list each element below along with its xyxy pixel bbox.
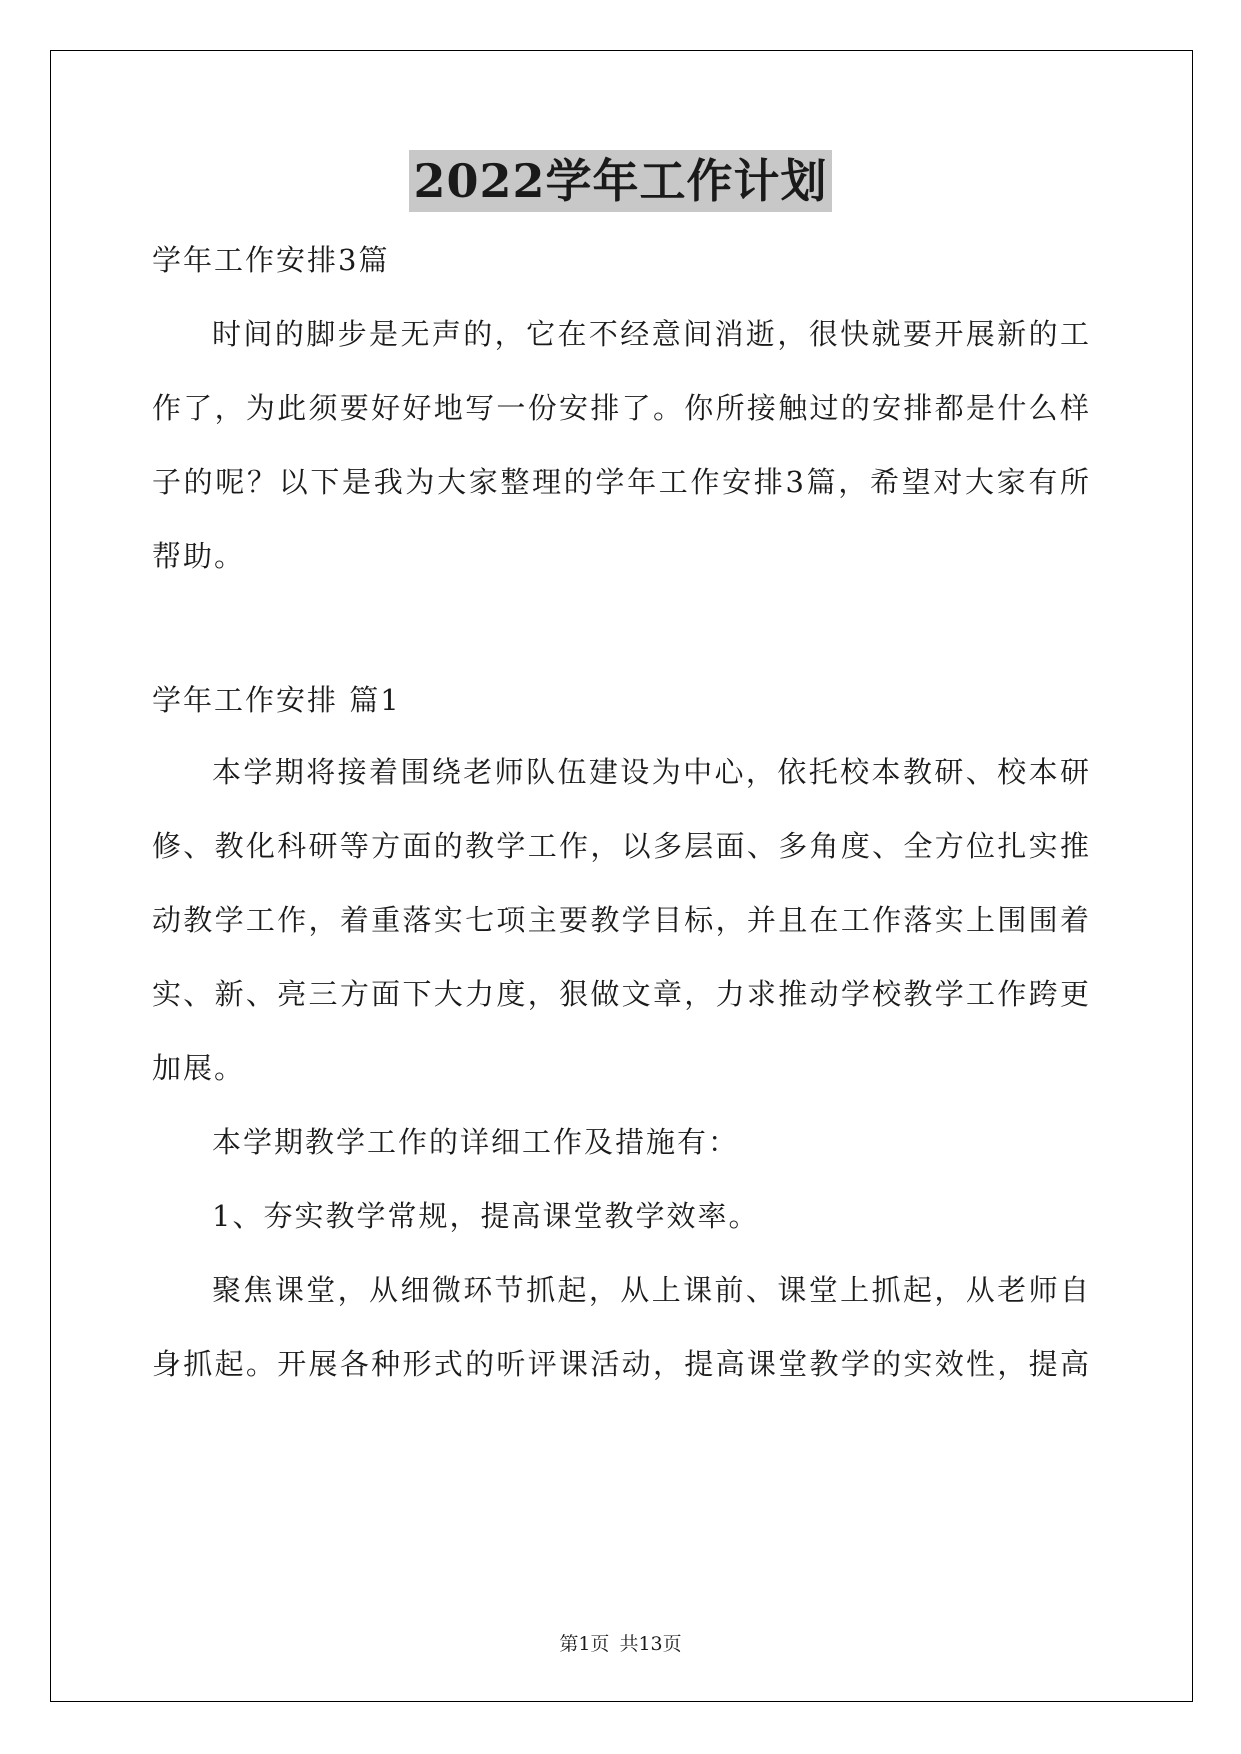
page-footer xyxy=(0,1632,1241,1656)
paragraph-line: 身抓起。开展各种形式的听评课活动，提高课堂教学的实效性，提高 xyxy=(152,1347,1089,1381)
paragraph-line: 子的呢？以下是我为大家整理的学年工作安排3篇，希望对大家有所 xyxy=(152,465,1089,499)
paragraph-line: 动教学工作，着重落实七项主要教学目标，并且在工作落实上围围着 xyxy=(152,903,1089,937)
document-title: 2022学年工作计划 xyxy=(409,150,831,212)
page-border xyxy=(50,50,1193,1702)
paragraph-line: 作了，为此须要好好地写一份安排了。你所接触过的安排都是什么样 xyxy=(152,391,1089,425)
paragraph-line: 加展。 xyxy=(152,1051,246,1085)
page-total: 共13页 xyxy=(619,1633,682,1655)
list-item: 1、夯实教学常规，提高课堂教学效率。 xyxy=(212,1199,760,1233)
paragraph-line: 聚焦课堂，从细微环节抓起，从上课前、课堂上抓起，从老师自 xyxy=(212,1273,1089,1307)
paragraph-line: 时间的脚步是无声的，它在不经意间消逝，很快就要开展新的工 xyxy=(212,317,1089,351)
paragraph-line: 本学期教学工作的详细工作及措施有： xyxy=(212,1125,740,1159)
section-heading: 学年工作安排3篇 xyxy=(152,243,390,277)
paragraph-line: 实、新、亮三方面下大力度，狠做文章，力求推动学校教学工作跨更 xyxy=(152,977,1089,1011)
page-number: 第1页 xyxy=(559,1633,610,1655)
paragraph-line: 本学期将接着围绕老师队伍建设为中心，依托校本教研、校本研 xyxy=(212,755,1089,789)
title-wrap xyxy=(0,150,1241,212)
section-heading: 学年工作安排 篇1 xyxy=(152,683,401,717)
paragraph-line: 修、教化科研等方面的教学工作，以多层面、多角度、全方位扎实推 xyxy=(152,829,1089,863)
paragraph-line: 帮助。 xyxy=(152,539,246,573)
